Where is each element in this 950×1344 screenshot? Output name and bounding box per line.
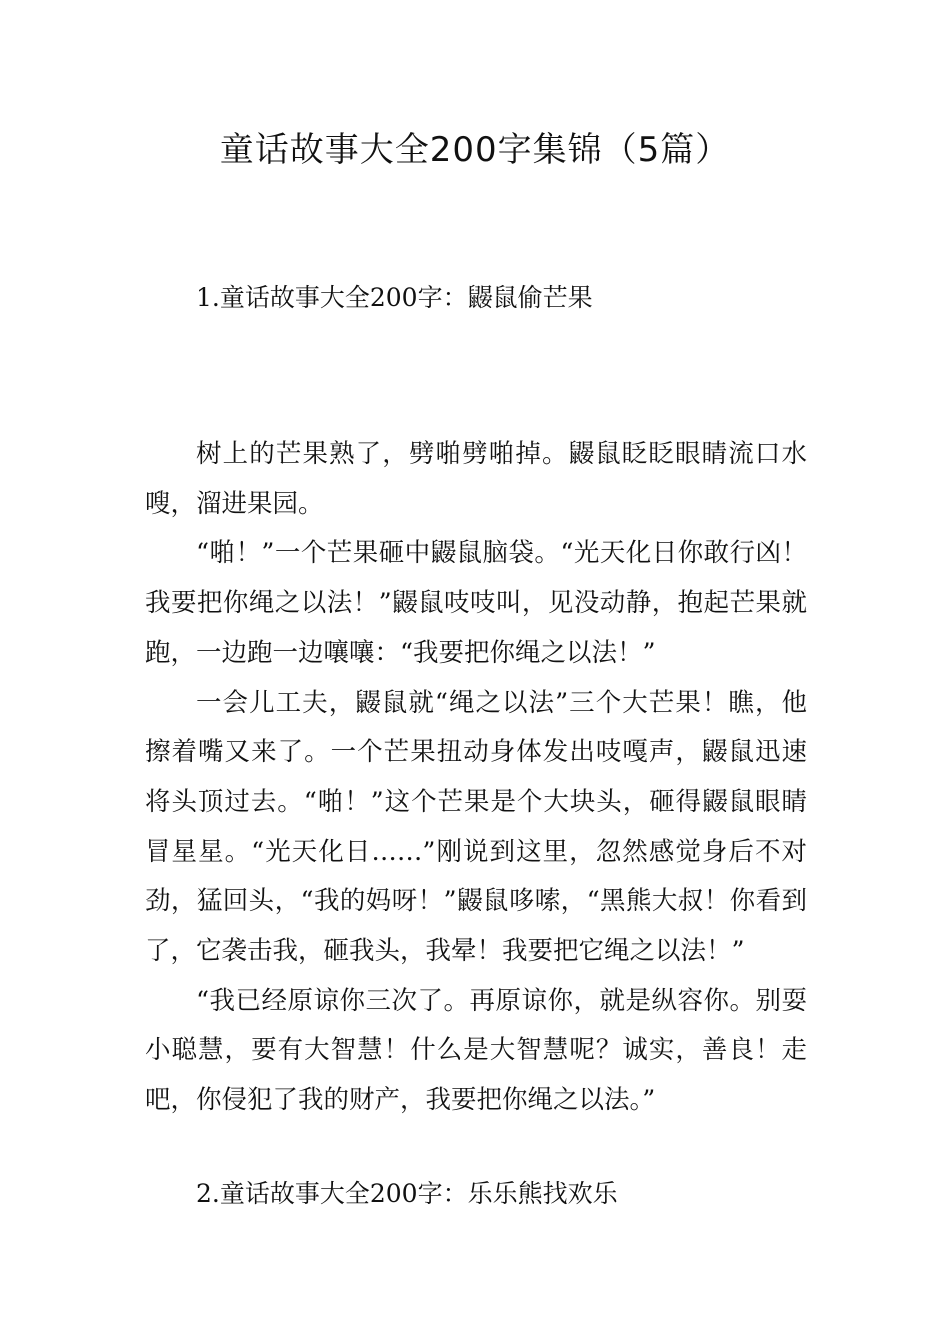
document-title: 童话故事大全200字集锦（5篇） bbox=[219, 130, 731, 170]
section-heading-1: 1.童话故事大全200字：鼹鼠偷芒果 bbox=[196, 283, 593, 312]
paragraph-2: “啪！”一个芒果砸中鼹鼠脑袋。“光天化日你敢行凶！我要把你绳之以法！”鼹鼠吱吱叫，见没动静，抱起芒果就跑，一边跑一边嚷嚷：“我要把你绳之以法！” bbox=[145, 538, 807, 668]
paragraph-3: 一会儿工夫，鼹鼠就“绳之以法”三个大芒果！瞧，他擦着嘴又来了。一个芒果扭动身体发出吱嘎声，鼹鼠迅速将头顶过去。“啪！”这个芒果是个大块头，砸得鼹鼠眼睛冒星星。“光天化日……”刚说到这里，忽然感觉身后不对劲，猛回头，“我的妈呀！”鼹鼠哆嗦，“黑熊大叔！你看到了，它袭击我，砸我头，我晕！我要把它绳之以法！” bbox=[145, 687, 807, 967]
section-heading-2: 2.童话故事大全200字：乐乐熊找欢乐 bbox=[196, 1179, 618, 1208]
section-1-body bbox=[145, 430, 807, 1126]
paragraph-4: “我已经原谅你三次了。再原谅你，就是纵容你。别耍小聪慧，要有大智慧！什么是大智慧呢？诚实，善良！走吧，你侵犯了我的财产，我要把你绳之以法。” bbox=[145, 985, 807, 1116]
paragraph-1: 树上的芒果熟了，劈啪劈啪掉。鼹鼠眨眨眼睛流口水嗖，溜进果园。 bbox=[145, 439, 807, 519]
